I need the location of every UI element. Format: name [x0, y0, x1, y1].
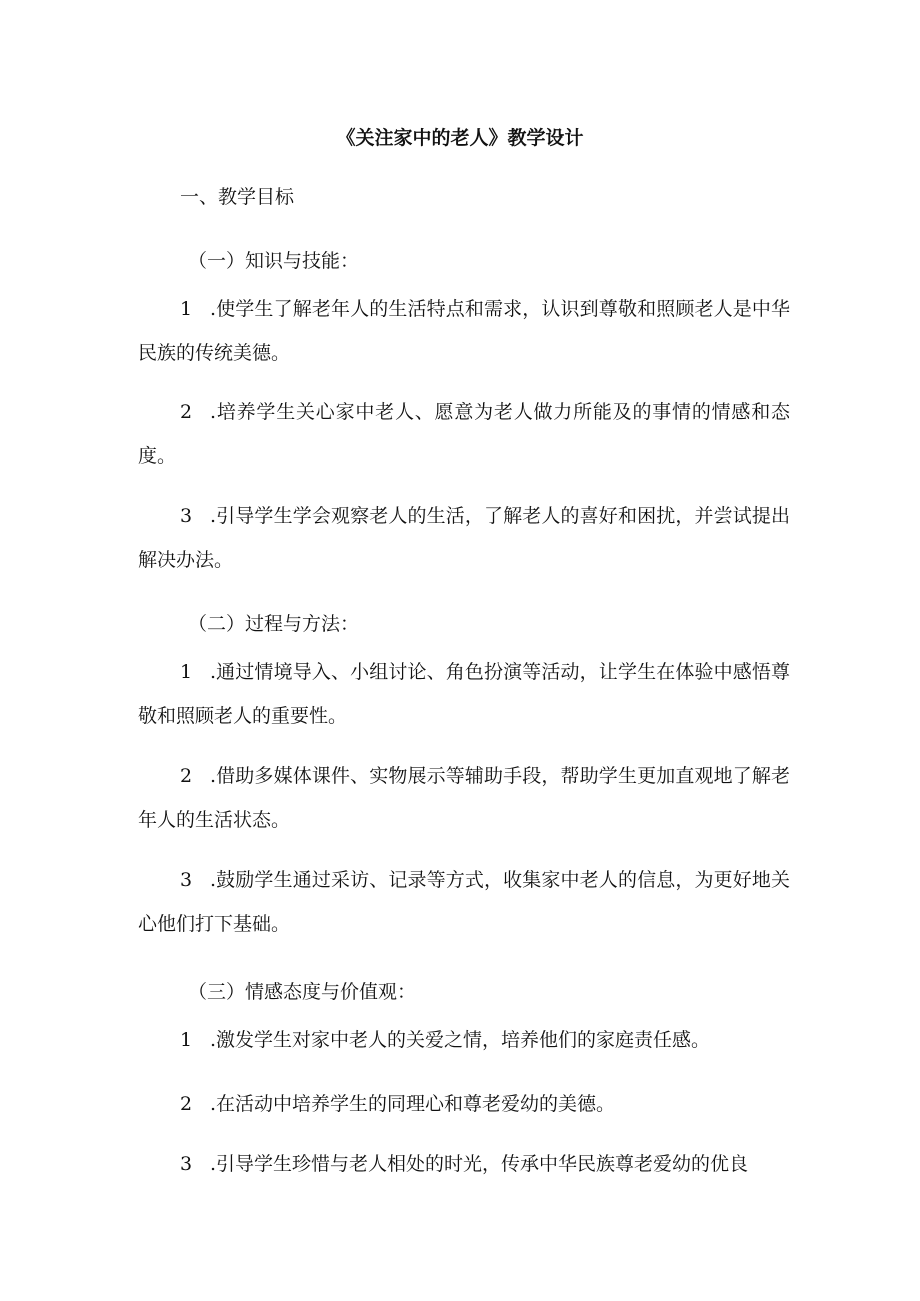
list-item: [138, 754, 790, 842]
item-text: .引导学生学会观察老人的生活，了解老人的喜好和困扰，并尝试提出解决办法。: [138, 505, 790, 571]
item-text: .引导学生珍惜与老人相处的时光，传承中华民族尊老爱幼的优良: [210, 1153, 749, 1175]
item-number: 1: [180, 298, 193, 320]
item-number: 2: [180, 765, 193, 787]
item-text: .培养学生关心家中老人、愿意为老人做力所能及的事情的情感和态度。: [138, 401, 790, 467]
item-text: .激发学生对家中老人的关爱之情，培养他们的家庭责任感。: [210, 1029, 711, 1051]
list-item: [138, 650, 790, 738]
item-number: 2: [180, 401, 193, 423]
list-item: [138, 1142, 790, 1186]
list-item: [138, 494, 790, 582]
list-item: [138, 390, 790, 478]
list-item: [138, 1082, 790, 1126]
item-text: .借助多媒体课件、实物展示等辅助手段，帮助学生更加直观地了解老年人的生活状态。: [138, 765, 790, 831]
subheading-emotion-values: （三）情感态度与价值观：: [188, 981, 417, 1003]
subheading-knowledge-skills: （一）知识与技能：: [188, 250, 360, 272]
item-number: 3: [180, 505, 193, 527]
list-item: [138, 1018, 790, 1062]
item-text: .在活动中培养学生的同理心和尊老爱幼的美德。: [210, 1093, 616, 1115]
item-text: .鼓励学生通过采访、记录等方式，收集家中老人的信息，为更好地关心他们打下基础。: [138, 869, 790, 935]
list-item: [138, 287, 790, 375]
section-heading-objectives: 一、教学目标: [180, 186, 295, 208]
item-number: 3: [180, 1153, 193, 1175]
item-text: .使学生了解老年人的生活特点和需求，认识到尊敬和照顾老人是中华民族的传统美德。: [138, 298, 790, 364]
item-number: 2: [180, 1093, 193, 1115]
item-number: 3: [180, 869, 193, 891]
list-item: [138, 858, 790, 946]
item-number: 1: [180, 661, 193, 683]
subheading-process-methods: （二）过程与方法：: [188, 613, 360, 635]
item-text: .通过情境导入、小组讨论、角色扮演等活动，让学生在体验中感悟尊敬和照顾老人的重要性。: [138, 661, 790, 727]
item-number: 1: [180, 1029, 193, 1051]
document-title: 《关注家中的老人》教学设计: [336, 127, 584, 149]
